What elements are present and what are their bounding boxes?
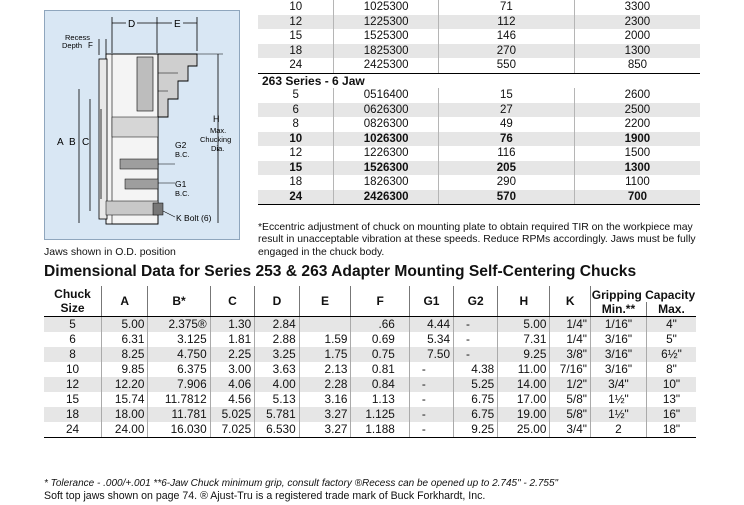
table-cell: 12 [289,147,303,160]
table-row [258,103,700,118]
table-cell: 3/4" [590,377,646,392]
table-cell: 7.31 [498,332,550,347]
table-cell: 9.25 [454,422,498,438]
table-cell: 15.74 [102,392,148,407]
table-cell: 0.69 [351,332,409,347]
eccentric-footnote: *Eccentric adjustment of chuck on mounting plate to obtain required TIR on the workpiece may result in unacceptable vibration at these speeds. Reduce RPMs accordingly. Jaws must be fully engaged in the chuck body. [258,222,696,258]
table-cell: 1825300 [334,44,438,59]
table-cell: 2200 [574,117,700,132]
table-row [258,117,700,132]
table-cell: 1900 [574,132,700,147]
table-cell: 3300 [574,0,700,15]
table-cell: 1.188 [351,422,409,438]
table-cell: 10 [65,362,80,376]
table-cell: 3.27 [299,422,351,438]
table-cell: 3.00 [210,362,254,377]
table-cell: 15 [289,30,303,43]
page-title: Dimensional Data for Series 253 & 263 Adapter Mounting Self-Centering Chucks [44,263,637,280]
tolerance-footnote: * Tolerance - .000/+.001 **6-Jaw Chuck minimum grip, consult factory ®Recess can be opened up to 2.745" - 2.755" [44,478,559,489]
table-cell: 5.00 [498,317,550,333]
table-cell: - [409,407,453,422]
table-cell: 1225300 [334,15,438,30]
table-cell: 16.030 [148,422,210,438]
table-cell: 2500 [574,103,700,118]
table-cell: 3.125 [148,332,210,347]
table-cell: 10 [289,1,303,14]
table-cell: 1525300 [334,29,438,44]
table-row [44,332,696,347]
table-cell: 4.750 [148,347,210,362]
table-cell: 0.75 [351,347,409,362]
table-cell: 3/16" [590,362,646,377]
table-cell: 11.7812 [148,392,210,407]
table-cell: 6½" [646,347,696,362]
table-row [258,132,700,147]
table-row [44,362,696,377]
rpm-table [258,0,700,205]
table-cell: 5.781 [255,407,299,422]
table-cell: 3/8" [550,347,591,362]
table-cell: 0.84 [351,377,409,392]
table-cell: 0516400 [334,88,438,103]
table-cell: 5" [646,332,696,347]
table-cell: 2426300 [334,190,438,205]
table-cell: 5 [44,317,102,333]
table-cell: 11.781 [148,407,210,422]
table-row [44,407,696,422]
header-h: H [498,286,550,317]
table-cell: 1025300 [334,0,438,15]
label-k-bolt: K Bolt (6) [176,213,212,223]
table-cell: 1226300 [334,146,438,161]
table-cell: 19.00 [498,407,550,422]
table-cell: 2.28 [299,377,351,392]
table-row [258,44,700,59]
table-cell: 1.125 [351,407,409,422]
chuck-cross-section-diagram [44,10,240,240]
table-cell: - [454,347,498,362]
table-cell: 18.00 [102,407,148,422]
label-h: H [213,114,220,124]
table-cell: 4.38 [454,362,498,377]
table-cell: 2.84 [255,317,299,333]
label-b: B [69,137,76,148]
table-cell: 3.16 [299,392,351,407]
table-cell: 6.31 [102,332,148,347]
table-cell: 3/16" [590,332,646,347]
table-row [258,88,700,103]
table-cell: 2.375® [148,317,210,333]
table-cell: - [409,422,453,438]
table-cell: 24 [258,190,334,205]
table-cell: 24 [258,58,334,73]
table-cell: 18 [258,44,334,59]
table-cell: 2600 [574,88,700,103]
table-cell: 4.56 [210,392,254,407]
table-cell: 570 [438,190,574,205]
table-cell: 550 [438,58,574,73]
table-cell: .66 [351,317,409,333]
header-size: Size [60,301,85,315]
chuck-drawing [45,11,239,239]
table-cell: 12 [258,15,334,30]
header-k: K [550,286,591,317]
table-cell: 2.25 [210,347,254,362]
table-cell: 2000 [574,29,700,44]
table-cell: 7.50 [409,347,453,362]
header-chuck: Chuck [54,287,91,301]
table-cell: 7.906 [148,377,210,392]
label-g1-bc: B.C. [175,189,190,198]
table-cell: 1.13 [351,392,409,407]
table-cell: 18" [646,422,696,438]
table-row [258,0,700,15]
table-cell: 3/4" [550,422,591,438]
header-gripping-capacity: Gripping Capacity [591,288,696,302]
table-header-row [44,286,696,302]
label-depth: Depth [62,41,83,50]
table-cell: 6.75 [454,407,498,422]
table-cell: 5.00 [102,317,148,333]
table-cell: 1026300 [334,132,438,147]
table-cell: 27 [438,103,574,118]
table-cell: 3/16" [590,347,646,362]
table-cell: 17.00 [498,392,550,407]
table-cell: 205 [438,161,574,176]
table-cell: 2425300 [334,58,438,73]
table-row [258,146,700,161]
table-cell: 2300 [574,15,700,30]
table-cell: 12 [44,377,102,392]
table-cell: 5.34 [409,332,453,347]
table-cell: 49 [438,117,574,132]
table-row [258,175,700,190]
label-dia: Dia. [211,144,225,153]
table-cell: 1.81 [210,332,254,347]
table-cell: - [454,317,498,333]
table-cell: 8 [292,118,299,131]
table-cell: 76 [438,132,574,147]
table-cell: 13" [646,392,696,407]
table-cell: 8 [44,347,102,362]
table-cell: 10 [258,132,334,147]
table-cell: 0.81 [351,362,409,377]
table-cell: 24.00 [102,422,148,438]
table-cell: 1.75 [299,347,351,362]
table-cell: - [409,362,453,377]
header-min: Min.** [590,302,646,317]
table-cell: 1100 [574,175,700,190]
table-cell: 5/8" [550,392,591,407]
table-cell: - [454,332,498,347]
table-row [44,392,696,407]
table-cell: 11.00 [498,362,550,377]
table-cell: 5.025 [210,407,254,422]
table-cell: 0626300 [334,103,438,118]
table-cell: 71 [438,0,574,15]
table-cell: 1.30 [210,317,254,333]
table-cell: 290 [438,175,574,190]
header-chuck-size [44,286,102,317]
table-row [44,422,696,438]
table-cell: 270 [438,44,574,59]
table-cell: 4.00 [255,377,299,392]
header-a: A [102,286,148,317]
soft-jaws-footnote: Soft top jaws shown on page 74. ® Ajust-Tru is a registered trade mark of Buck Forkhardt, Inc. [44,490,486,502]
table-cell: 12.20 [102,377,148,392]
table-cell: 116 [438,146,574,161]
header-g1: G1 [409,286,453,317]
table-row [44,317,696,333]
table-cell: 5.25 [454,377,498,392]
table-cell [299,317,351,333]
table-cell: 1/4" [550,332,591,347]
label-a: A [57,137,64,148]
table-cell: 2.13 [299,362,351,377]
table-cell: 146 [438,29,574,44]
label-max: Max. [210,126,227,135]
table-cell: 25.00 [498,422,550,438]
table-cell: 850 [574,58,700,73]
label-e: E [174,19,181,30]
series-header-row [258,73,700,88]
dimensional-data-table [44,286,696,438]
table-cell: 4" [646,317,696,333]
series-label: 263 Series - 6 Jaw [258,73,700,88]
table-cell: 0826300 [334,117,438,132]
label-f: F [88,41,93,50]
table-row [44,377,696,392]
table-cell: 6.375 [148,362,210,377]
table-row [258,161,700,176]
diagram-caption: Jaws shown in O.D. position [44,246,176,258]
table-cell: 2 [590,422,646,438]
table-cell: 1526300 [334,161,438,176]
table-cell: 9.25 [498,347,550,362]
table-cell: 3.25 [255,347,299,362]
header-max: Max. [646,302,696,317]
label-g2-bc: B.C. [175,150,190,159]
table-cell: 4.06 [210,377,254,392]
table-cell: 6.530 [255,422,299,438]
header-e: E [299,286,351,317]
table-cell: 15 [438,88,574,103]
table-cell: 700 [574,190,700,205]
table-cell: 3.63 [255,362,299,377]
table-cell: 6.75 [454,392,498,407]
table-cell: 7/16" [550,362,591,377]
label-c: C [82,137,90,148]
table-cell: 5.13 [255,392,299,407]
table-cell: - [409,392,453,407]
table-cell: 15 [65,392,80,406]
table-row [258,29,700,44]
header-f: F [351,286,409,317]
table-cell: 112 [438,15,574,30]
table-cell: - [409,377,453,392]
header-d: D [255,286,299,317]
label-g2: G2 [175,140,187,150]
table-cell: 10" [646,377,696,392]
table-cell: 1826300 [334,175,438,190]
table-cell: 1/2" [550,377,591,392]
label-chucking: Chucking [200,135,232,144]
label-g1: G1 [175,179,187,189]
table-cell: 7.025 [210,422,254,438]
table-row [44,347,696,362]
label-d: D [128,19,136,30]
table-cell: 4.44 [409,317,453,333]
table-row [258,190,700,205]
table-cell: 5/8" [550,407,591,422]
header-c: C [210,286,254,317]
table-cell: 1300 [574,161,700,176]
header-b: B* [148,286,210,317]
table-cell: 14.00 [498,377,550,392]
header-g2: G2 [454,286,498,317]
table-cell: 1.59 [299,332,351,347]
table-cell: 18 [44,407,102,422]
table-cell: 6 [69,332,76,346]
table-cell: 2.88 [255,332,299,347]
table-cell: 1½" [590,407,646,422]
table-cell: 16" [646,407,696,422]
table-cell: 18 [289,176,303,189]
table-cell: 6 [258,103,334,118]
table-cell: 1/4" [550,317,591,333]
label-recess: Recess [65,33,91,42]
table-cell: 1300 [574,44,700,59]
table-cell: 24 [44,422,102,438]
table-cell: 1/16" [590,317,646,333]
table-cell: 5 [292,89,299,102]
table-cell: 3.27 [299,407,351,422]
table-cell: 15 [258,161,334,176]
table-cell: 8.25 [102,347,148,362]
table-cell: 8" [646,362,696,377]
table-row [258,15,700,30]
table-cell: 9.85 [102,362,148,377]
table-cell: 1½" [590,392,646,407]
table-row [258,58,700,73]
table-cell: 1500 [574,146,700,161]
